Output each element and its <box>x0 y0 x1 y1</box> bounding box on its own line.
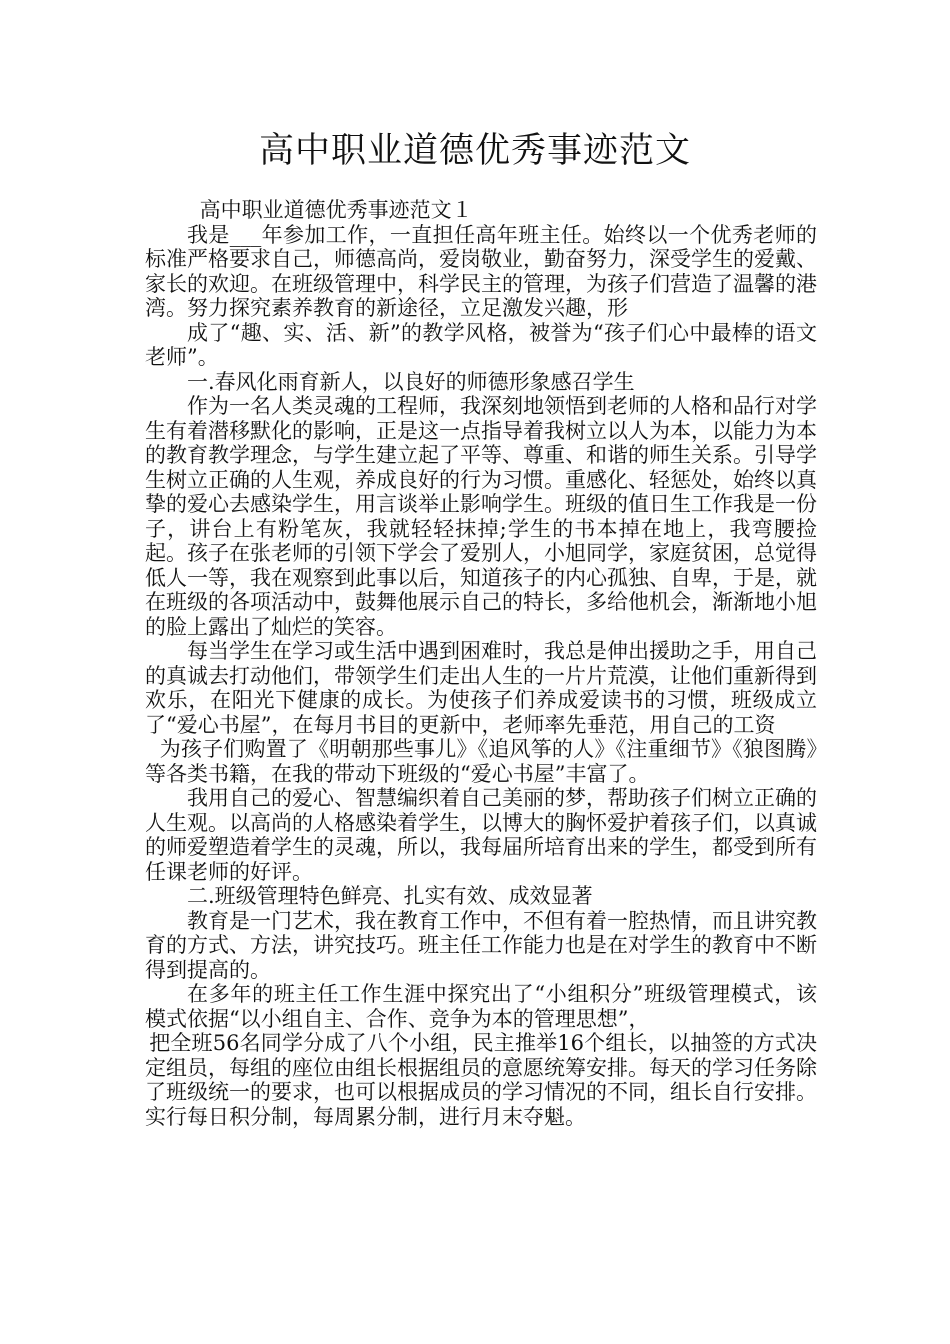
paragraph-continuation: 为孩子们购置了《明朝那些事儿》《追风筝的人》《注重细节》《狼图腾》等各类书籍，在我的带动下班级的“爱心书屋”丰富了。 <box>145 737 817 786</box>
paragraph: 成了“趣、实、活、新”的教学风格，被誉为“孩子们心中最棒的语文老师”。 <box>145 320 817 369</box>
paragraph: 在多年的班主任工作生涯中探究出了“小组积分”班级管理模式，该模式依据“以小组自主、合作、竞争为本的管理思想”， <box>145 982 817 1031</box>
document-body <box>145 198 817 1129</box>
paragraph: 我用自己的爱心、智慧编织着自己美丽的梦，帮助孩子们树立正确的人生观。以高尚的人格感染着学生，以博大的胸怀爱护着孩子们，以真诚的师爱塑造着学生的灵魂，所以，我每届所培育出来的学生，都受到所有任课老师的好评。 <box>145 786 817 884</box>
paragraph-continuation: 把全班56名同学分成了八个小组，民主推举16个组长，以抽签的方式决定组员，每组的座位由组长根据组员的意愿统筹安排。每天的学习任务除了班级统一的要求，也可以根据成员的学习情况的不同，组长自行安排。实行每日积分制，每周累分制，进行月末夺魁。 <box>145 1031 817 1129</box>
paragraph: 我是___年参加工作，一直担任高年班主任。始终以一个优秀老师的标准严格要求自己，师德高尚，爱岗敬业，勤奋努力，深受学生的爱戴、家长的欢迎。在班级管理中，科学民主的管理，为孩子们营造了温馨的港湾。努力探究素养教育的新途径，立足激发兴趣，形 <box>145 222 817 320</box>
paragraph: 每当学生在学习或生活中遇到困难时，我总是伸出援助之手，用自己的真诚去打动他们，带领学生们走出人生的一片片荒漠，让他们重新得到欢乐，在阳光下健康的成长。为使孩子们养成爱读书的习惯，班级成立了“爱心书屋”，在每月书目的更新中，老师率先垂范，用自己的工资 <box>145 639 817 737</box>
paragraph: 作为一名人类灵魂的工程师，我深刻地领悟到老师的人格和品行对学生有着潜移默化的影响，正是这一点指导着我树立以人为本，以能力为本的教育教学理念，与学生建立起了平等、尊重、和谐的师生关系。引导学生树立正确的人生观，养成良好的行为习惯。重感化、轻惩处，始终以真挚的爱心去感染学生，用言谈举止影响学生。班级的值日生工作我是一份子，讲台上有粉笔灰，我就轻轻抹掉;学生的书本掉在地上，我弯腰捡起。孩子在张老师的引领下学会了爱别人，小旭同学，家庭贫困，总觉得低人一等，我在观察到此事以后，知道孩子的内心孤独、自卑，于是，就在班级的各项活动中，鼓舞他展示自己的特长，多给他机会，渐渐地小旭的脸上露出了灿烂的笑容。 <box>145 394 817 639</box>
section-title: 高中职业道德优秀事迹范文１ <box>199 198 473 222</box>
paragraph: 教育是一门艺术，我在教育工作中，不但有着一腔热情，而且讲究教育的方式、方法，讲究技巧。班主任工作能力也是在对学生的教育中不断得到提高的。 <box>145 908 817 982</box>
section-heading: 二.班级管理特色鲜亮、扎实有效、成效显著 <box>187 884 593 908</box>
section-heading: 一.春风化雨育新人，以良好的师德形象感召学生 <box>187 369 635 394</box>
document-title: 高中职业道德优秀事迹范文 <box>258 131 691 171</box>
